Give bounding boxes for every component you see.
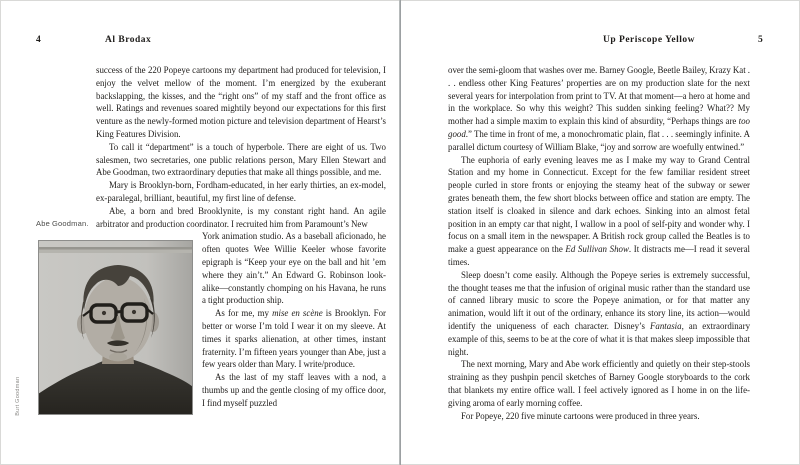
paragraph: success of the 220 Popeye cartoons my department had produced for television, I enjoy the velvet mellow of the moment. I’m energized by the exuberant backslapping, the kisses, and the “right ons” of my staff and the front office as well. Ratings and revenues soared mightily beyond our expectations for this first venture as the newly-formed motion picture and television department of Hearst’s King Features Division. — [96, 65, 386, 139]
photo-text-wrap — [15, 219, 386, 416]
paragraph: Abe, a born and bred Brooklynite, is my constant right hand. An agile arbitrator and production coordinator. I recruited him from Paramount’s New — [96, 205, 386, 229]
paragraph: Mary is Brooklyn-born, Fordham-educated, in her early thirties, an ex-model, ex-paralegal, brilliant, beautiful, my first line of defense. — [96, 180, 386, 203]
paragraph: As the last of my staff leaves with a nod, a thumbs up and the gentle closing of my office door, I find myself puzzled — [202, 372, 386, 408]
photo-figure — [15, 219, 193, 416]
paragraph: Sleep doesn’t come easily. Although the Popeye series is extremely successful, the thought teases me that the infusion of original music rather than the standard use of canned library music to score the Popeye animation, or for that matter any animation, would lift it out of the ordinary, enhance its story line, its action—would identify the uniqueness of each character. Disney’s Fantasia, an extraordinary example of this, seems to be at the core of what it is that makes sleep impossible that night. — [448, 269, 751, 357]
paragraph: For Popeye, 220 five minute cartoons were produced in three years. — [461, 410, 700, 421]
paragraph: The next morning, Mary and Abe work efficiently and quietly on their step-stools straining as they pushpin pencil sketches of Barney Google storyboards to the cork that blankets my entire office wall. I feel actively ignored as I home in on the life-giving aroma of early morning coffee. — [448, 359, 750, 408]
page-number-right: 5 — [758, 35, 763, 45]
left-page-top-paragraphs — [96, 64, 386, 230]
abe-goodman-portrait-photo — [38, 240, 193, 415]
photo-caption: Abe Goodman. — [36, 219, 89, 229]
paragraph: To call it “department” is a touch of hyperbole. There are eight of us. Two salesmen, two secretaries, one public relations person, Mary Ellen Stewart and Abe Goodman, two extraordinary deputies that make all things possible, and me. — [96, 141, 386, 178]
running-header-left: Al Brodax — [105, 35, 152, 45]
paragraph: York animation studio. As a baseball aficionado, he often quotes Wee Willie Keeler whose favorite epigraph is “Keep your eye on the ball and hit ’em where they ain’t.” An Edward G. Robinson look-alike—constantly chomping on his Havana, he runs a tight production ship. — [202, 231, 386, 306]
left-page-body — [15, 64, 386, 445]
right-page-paragraphs — [448, 64, 750, 422]
page-number-left: 4 — [36, 35, 41, 45]
right-page-body — [448, 64, 750, 422]
page-gutter-divider — [399, 0, 401, 465]
paragraph: As for me, my mise en scène is Brooklyn. For better or worse I’m told I wear it on my sleeve. At times it sparks alienation, at other times, instant fraternity. I’m fifteen years younger than Abe, just a few years older than Mary. I write/produce. — [202, 308, 386, 370]
photo-credit: Burt Goodman — [15, 376, 22, 416]
paragraph: over the semi-gloom that washes over me. Barney Google, Beetle Bailey, Krazy Kat . . . endless other King Features’ properties are on my production slate for the next several years for interpolation from print to TV. At that moment—a hero at home and in the workplace. So why this weight? This sudden sinking feeling? What?? My mother had a simple maxim to explain this kind of absurdity, “Perhaps things are too good.” The time in front of me, a monochromatic plain, flat . . . seemingly infinite. A parallel dictum courtesy of William Blake, “joy and sorrow are woefully entwined.” — [448, 65, 750, 152]
paragraph: The euphoria of early evening leaves me as I make my way to Grand Central Station and my home in Connecticut. Except for the few familiar resident street people curled in store fronts or enjoying the steamy heat of the subway or sewer grates beneath them, the few short blocks between office and station are empty. The station itself is cloaked in silence and dark echoes. Sinking into an almost fetal position in an empty car that night, I wallow in a pool of self-pity and wonder why. I focus on a small item in the newspaper. A British rock group called the Beatles is to make a guest appearance on the Ed Sullivan Show. It distracts me—I read it several times. — [448, 154, 751, 267]
running-header-right: Up Periscope Yellow — [603, 35, 695, 45]
